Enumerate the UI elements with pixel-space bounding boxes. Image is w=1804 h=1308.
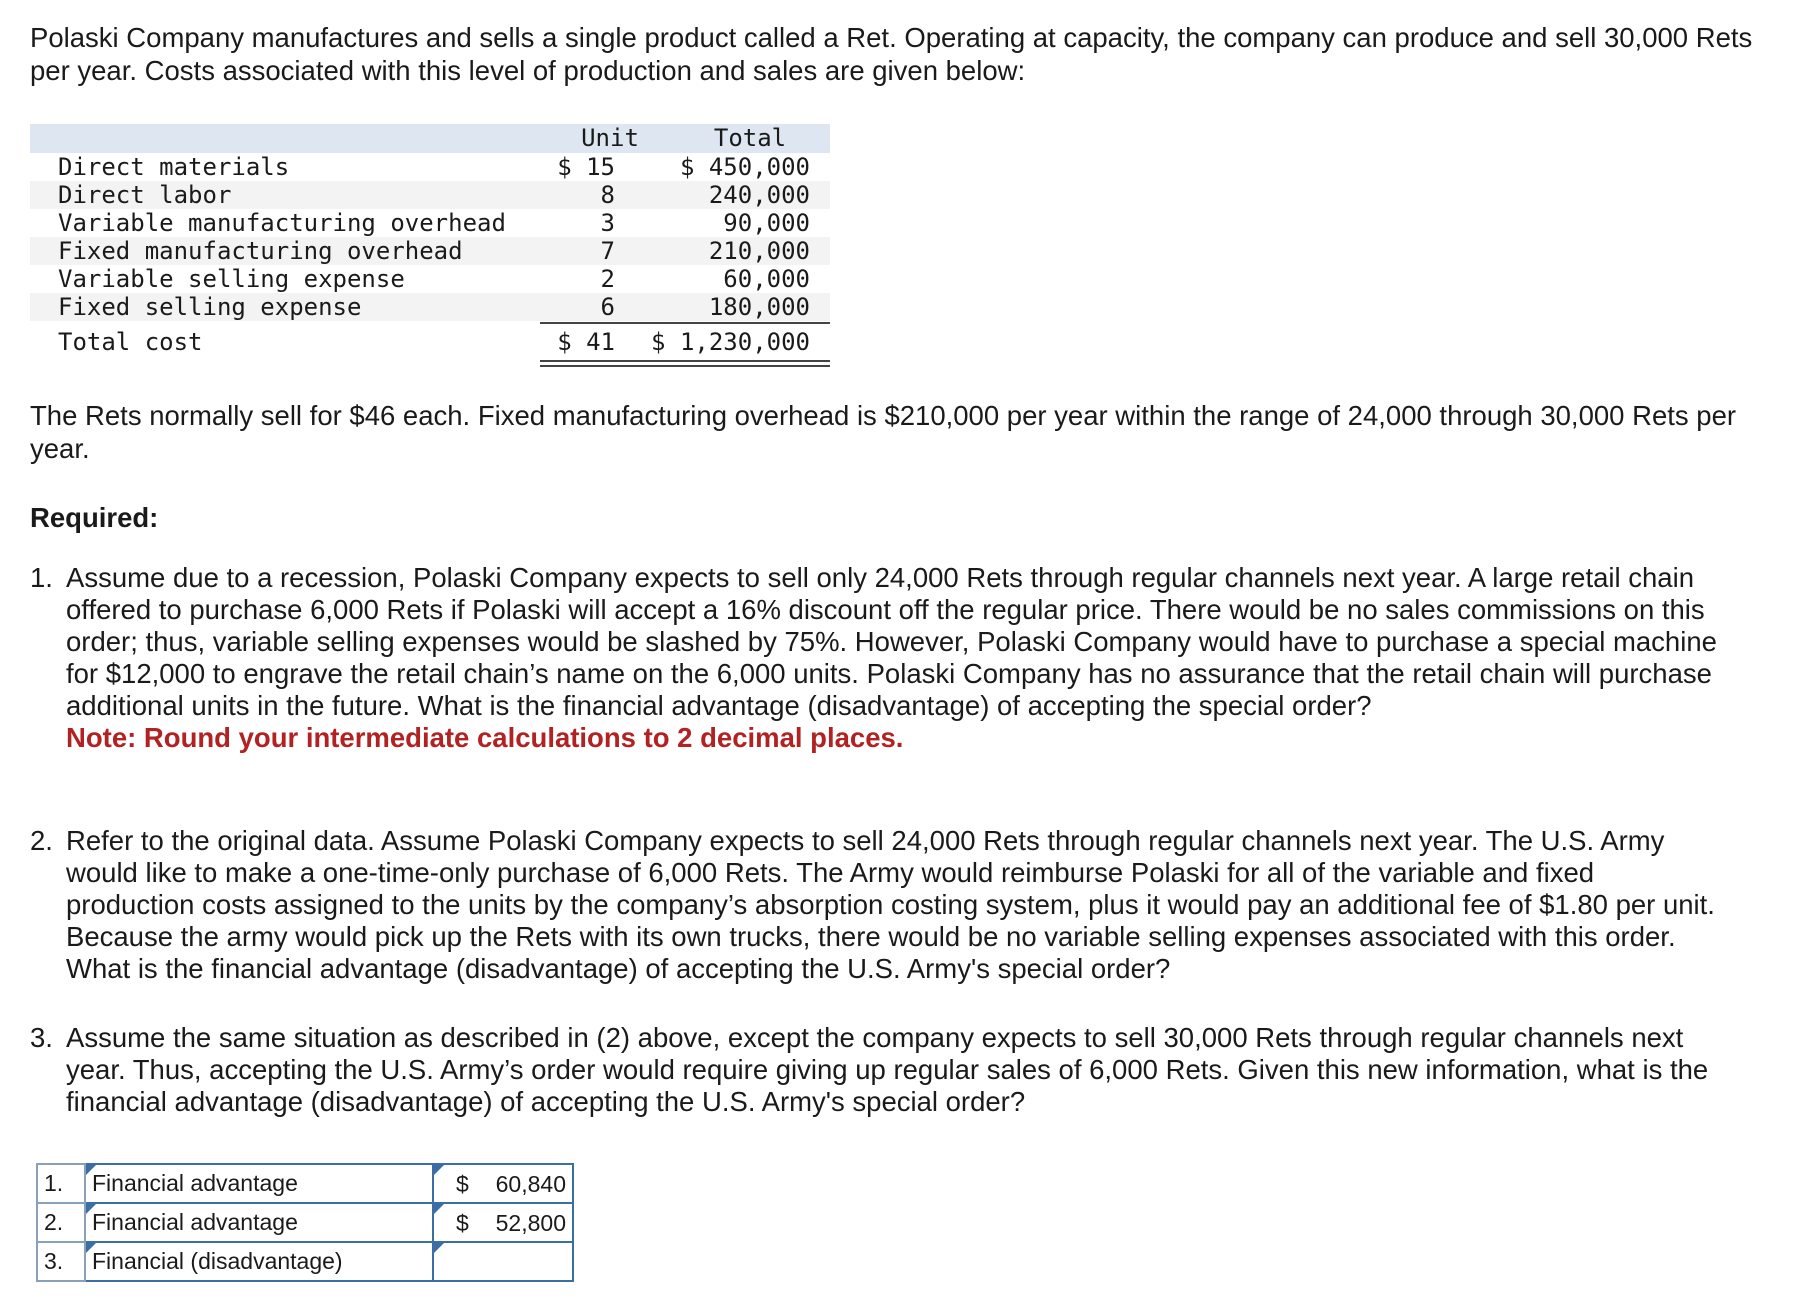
row-unit: 2	[600, 265, 615, 293]
total-row	[30, 328, 830, 356]
question-2	[30, 825, 1730, 985]
row-label: Direct materials	[58, 153, 290, 181]
unit-header: Unit	[581, 124, 639, 152]
row-label: Fixed manufacturing overhead	[58, 237, 463, 265]
subtotal-rule	[540, 322, 830, 324]
price-paragraph: The Rets normally sell for $46 each. Fixed manufacturing overhead is $210,000 per year within the range of 24,000 through 30,000 Rets per year.	[30, 400, 1737, 464]
row-unit: 8	[600, 181, 615, 209]
currency-symbol: $	[456, 1171, 469, 1197]
row-unit: 7	[600, 237, 615, 265]
answer-label: Financial advantage	[92, 1209, 298, 1235]
table-row	[30, 237, 830, 265]
row-unit: 6	[600, 293, 615, 321]
input-flag-icon	[434, 1204, 444, 1214]
required-heading: Required:	[30, 502, 159, 533]
row-unit: $ 15	[557, 153, 615, 181]
rounding-note: Note: Round your intermediate calculations to 2 decimal places.	[66, 722, 904, 753]
answer-row	[37, 1203, 573, 1242]
row-label: Fixed selling expense	[58, 293, 362, 321]
answer-label-select[interactable]	[85, 1164, 433, 1203]
dropdown-flag-icon	[86, 1204, 96, 1214]
table-row	[30, 293, 830, 321]
dropdown-flag-icon	[86, 1165, 96, 1175]
question-number: 3.	[30, 1022, 53, 1053]
answer-label: Financial (disadvantage)	[92, 1248, 343, 1274]
total-total: $ 1,230,000	[651, 328, 810, 356]
total-unit: $ 41	[557, 328, 615, 356]
question-number: 2.	[30, 825, 53, 856]
table-row	[30, 181, 830, 209]
total-label: Total cost	[58, 328, 203, 356]
answer-label-select[interactable]	[85, 1203, 433, 1242]
input-flag-icon	[434, 1165, 444, 1175]
answer-label-select[interactable]	[85, 1242, 433, 1281]
row-unit: 3	[600, 209, 615, 237]
row-total: $ 450,000	[679, 153, 810, 181]
currency-symbol: $	[456, 1210, 469, 1236]
row-label: Variable manufacturing overhead	[58, 209, 506, 237]
answer-value: 60,840	[495, 1171, 566, 1197]
question-text: Assume due to a recession, Polaski Company expects to sell only 24,000 Rets through regular channels next year. A large retail chain offered to purchase 6,000 Rets if Polaski will accept a 16% discount off the regular price. There would be no sales commissions on this order; thus, variable selling expenses would be slashed by 75%. However, Polaski Company would have to purchase a special machine for $12,000 to engrave the retail chain’s name on the 6,000 units. Polaski Company has no assurance that the retail chain will purchase additional units in the future. What is the financial advantage (disadvantage) of accepting the special order?	[66, 562, 1717, 721]
answer-number: 1.	[37, 1164, 85, 1203]
row-total: 240,000	[708, 181, 810, 209]
answer-number: 2.	[37, 1203, 85, 1242]
answer-table	[36, 1163, 574, 1282]
table-header-row	[30, 124, 830, 152]
question-3	[30, 1022, 1730, 1118]
row-total: 210,000	[708, 237, 810, 265]
question-1	[30, 562, 1730, 754]
table-row	[30, 209, 830, 237]
total-double-rule	[540, 360, 830, 367]
dropdown-flag-icon	[86, 1243, 96, 1253]
answer-value-input[interactable]	[433, 1203, 573, 1242]
row-label: Direct labor	[58, 181, 232, 209]
question-text: Refer to the original data. Assume Polaski Company expects to sell 24,000 Rets through regular channels next year. The U.S. Army would like to make a one-time-only purchase of 6,000 Rets. The Army would reimburse Polaski for all of the variable and fixed production costs assigned to the units by the company’s absorption costing system, plus it would pay an additional fee of $1.80 per unit. Because the army would pick up the Rets with its own trucks, there would be no variable selling expenses associated with this order. What is the financial advantage (disadvantage) of accepting the U.S. Army's special order?	[66, 825, 1715, 984]
table-row	[30, 153, 830, 181]
answer-row	[37, 1242, 573, 1281]
row-total: 60,000	[723, 265, 810, 293]
total-header: Total	[713, 124, 787, 152]
table-row	[30, 265, 830, 293]
question-text: Assume the same situation as described in (2) above, except the company expects to sell 30,000 Rets through regular channels next year. Thus, accepting the U.S. Army’s order would require giving up regular sales of 6,000 Rets. Given this new information, what is the financial advantage (disadvantage) of accepting the U.S. Army's special order?	[66, 1022, 1709, 1117]
row-total: 90,000	[723, 209, 810, 237]
row-total: 180,000	[708, 293, 810, 321]
answer-value-input[interactable]	[433, 1164, 573, 1203]
answer-value: 52,800	[495, 1210, 566, 1236]
intro-paragraph: Polaski Company manufactures and sells a single product called a Ret. Operating at capacity, the company can produce and sell 30,000 Rets per year. Costs associated with this level of production and sales are given below:	[30, 22, 1753, 86]
answer-label: Financial advantage	[92, 1170, 298, 1196]
question-number: 1.	[30, 562, 53, 593]
row-label: Variable selling expense	[58, 265, 405, 293]
answer-row	[37, 1164, 573, 1203]
answer-number: 3.	[37, 1242, 85, 1281]
input-flag-icon	[434, 1243, 444, 1253]
answer-value-input[interactable]	[433, 1242, 573, 1281]
